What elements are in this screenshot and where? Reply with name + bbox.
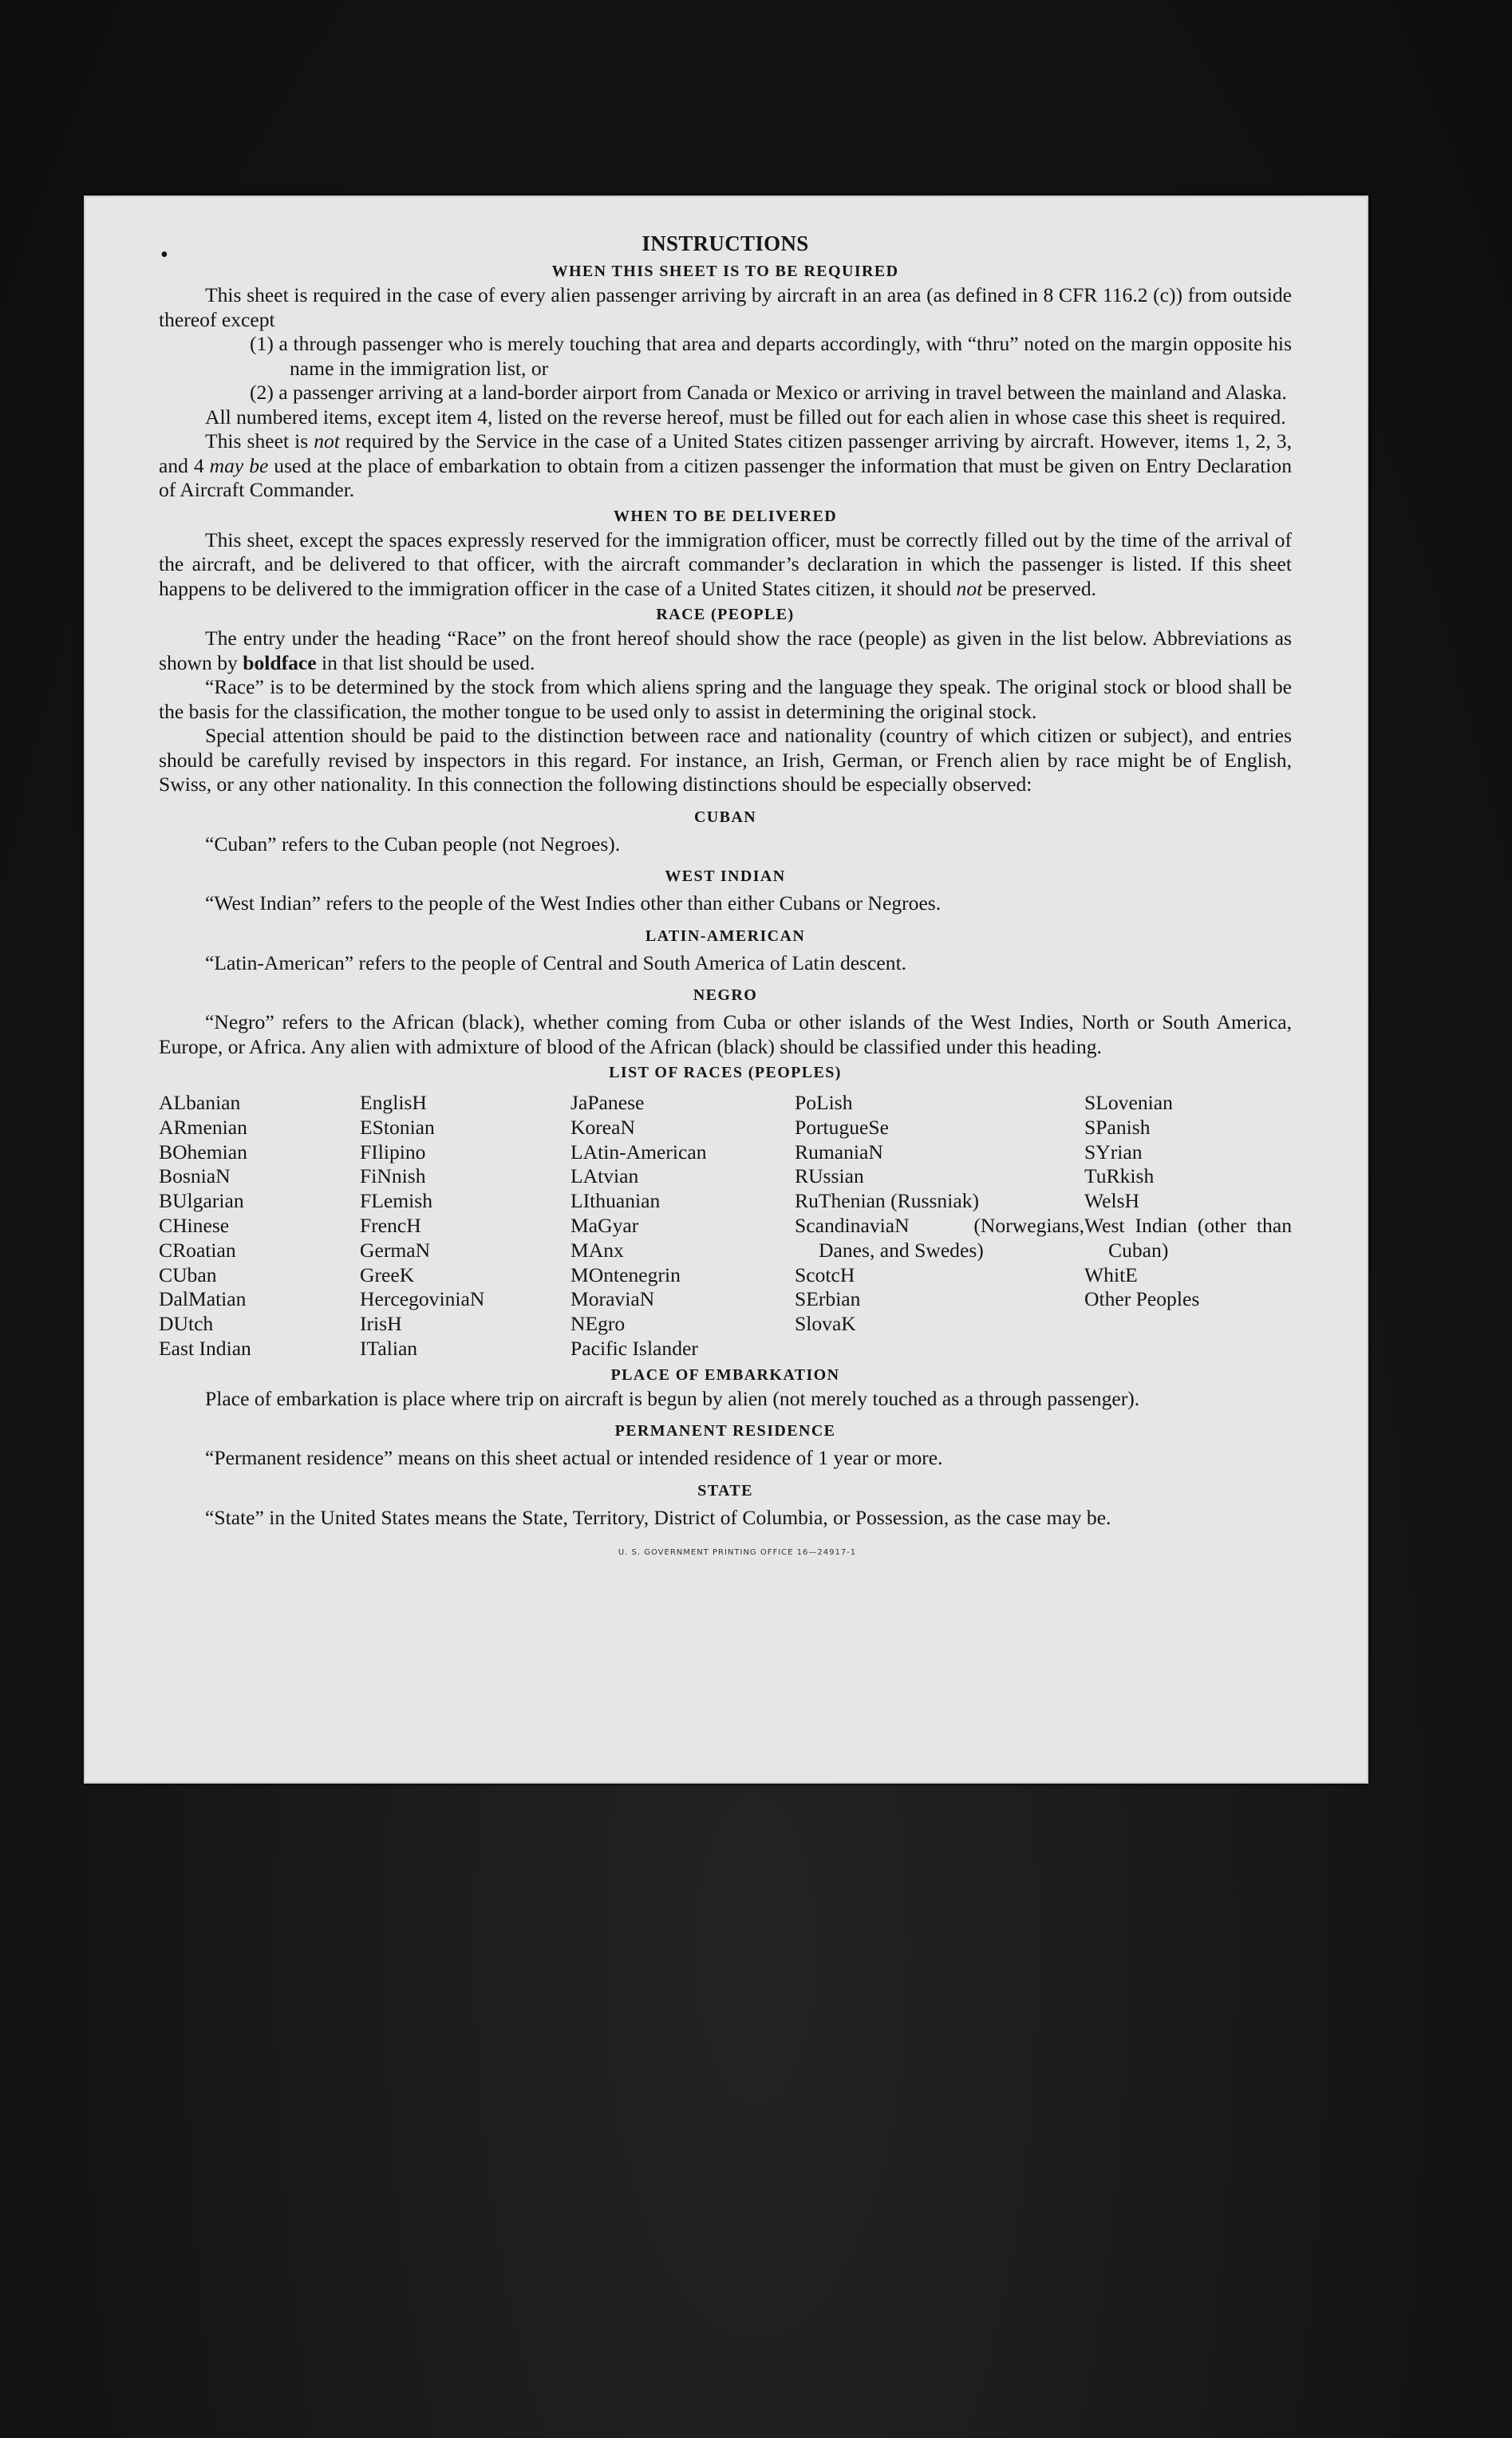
sheet-content [159, 229, 1292, 1566]
when-required-para-3: This sheet is not required by the Service in the case of a United States citizen passenger arriving by aircraft. However, items 1, 2, 3, and 4 may be used at the place of embarkation to obtain from a citizen passenger the information that must be given on Entry Declaration of Aircraft Commander. [159, 429, 1292, 501]
race-list-item: WhitE [1084, 1262, 1138, 1286]
race-list-item: LAtvian [570, 1164, 639, 1188]
races-column-2 [360, 1091, 570, 1361]
race-list-item: DalMatian [159, 1287, 247, 1311]
race-para-2: “Race” is to be determined by the stock from which aliens spring and the language they speak. The original stock or blood shall be the basis for the classification, the mother tongue to be used only to assist in determining the original stock. [159, 675, 1292, 723]
race-list-item: SPanish [1084, 1115, 1151, 1139]
races-list [159, 1091, 1292, 1361]
race-list-item: BUlgarian [159, 1189, 244, 1213]
heading-when-delivered: WHEN TO BE DELIVERED [613, 507, 838, 525]
when-delivered-para: This sheet, except the spaces expressly reserved for the immigration officer, must be correctly filled out by the time of the arrival of the aircraft, and be delivered to that officer, with the aircraft commander’s declaration in which the passenger is listed. If this sheet happens to be delivered to the immigration officer in the case of a United States citizen, it should not be preserved. [159, 528, 1292, 600]
west-indian-text: “West Indian” refers to the people of the West Indies other than either Cubans or Negroes. [205, 891, 942, 915]
race-para-1: The entry under the heading “Race” on the front hereof should show the race (people) as given in the list below. Abbreviations as shown by boldface in that list should be used. [159, 626, 1292, 674]
race-list-item: NEgro [570, 1312, 626, 1336]
races-column-3 [570, 1091, 795, 1361]
race-list-item: Other Peoples [1084, 1287, 1200, 1311]
race-list-item: FIlipino [360, 1140, 426, 1164]
when-required-intro: This sheet is required in the case of every alien passenger arriving by aircraft in an area (as defined in 8 CFR 116.2 (c)) from outside thereof except [159, 283, 1292, 331]
race-list-item: ScotcH [795, 1262, 855, 1286]
race-list-item: FiNnish [360, 1164, 426, 1188]
race-list-item: FLemish [360, 1189, 433, 1213]
race-list-item: MOntenegrin [570, 1262, 681, 1286]
race-para-3: Special attention should be paid to the distinction between race and nationality (country of which citizen or subject), and entries should be carefully revised by inspectors in this regard. For instance, an Irish, German, or French alien by race might be of English, Swiss, or any other nationality. In this connection the following distinctions should be especially observed: [159, 724, 1292, 796]
instruction-sheet [84, 196, 1368, 1784]
race-list-item: MaGyar [570, 1213, 639, 1237]
race-list-item: ITalian [360, 1336, 418, 1360]
latin-american-text: “Latin-American” refers to the people of Central and South America of Latin descent. [205, 950, 907, 974]
race-list-item: SYrian [1084, 1140, 1143, 1164]
race-list-item: RuThenian (Russniak) [795, 1189, 980, 1213]
race-list-item: Pacific Islander [570, 1336, 698, 1360]
race-list-item: PortugueSe [795, 1115, 890, 1139]
race-list-item: RUssian [795, 1164, 864, 1188]
race-list-item: KoreaN [570, 1115, 636, 1139]
race-list-item: PoLish [795, 1091, 853, 1114]
race-list-item: ALbanian [159, 1091, 241, 1114]
printing-office-footer: U. S. GOVERNMENT PRINTING OFFICE 16—24917-1 [618, 1548, 857, 1558]
negro-text: “Negro” refers to the African (black), whether coming from Cuba or other islands of the West Indies, North or South America, Europe, or Africa. Any alien with admixture of blood of the African (black) should be classified under this heading. [159, 1010, 1292, 1058]
heading-west-indian: WEST INDIAN [665, 867, 786, 885]
race-list-item: RumaniaN [795, 1140, 883, 1164]
heading-embarkation: PLACE OF EMBARKATION [610, 1365, 840, 1384]
race-list-item: SErbian [795, 1287, 861, 1311]
heading-when-required: WHEN THIS SHEET IS TO BE REQUIRED [551, 263, 899, 280]
race-list-item: ScandinaviaN (Norwegians, Danes, and Swedes) [795, 1213, 1084, 1262]
heading-race: RACE (PEOPLE) [656, 606, 795, 623]
race-list-item: IrisH [360, 1312, 402, 1336]
race-list-item: SLovenian [1084, 1091, 1173, 1114]
when-required-item-2: (2) a passenger arriving at a land-border airport from Canada or Mexico or arriving in travel between the mainland and Alaska. [250, 381, 1287, 404]
heading-permanent-residence: PERMANENT RESIDENCE [614, 1422, 836, 1440]
race-list-item: GermaN [360, 1238, 431, 1262]
race-list-item: JaPanese [570, 1091, 645, 1114]
races-column-1 [159, 1091, 360, 1361]
race-list-item: EStonian [360, 1115, 435, 1139]
race-list-item: SlovaK [795, 1312, 856, 1336]
race-list-item: CHinese [159, 1213, 230, 1237]
race-list-item: DUtch [159, 1312, 214, 1336]
race-list-item: East Indian [159, 1336, 251, 1360]
race-list-item: FrencH [360, 1213, 421, 1237]
heading-latin-american: LATIN-AMERICAN [645, 927, 806, 945]
scan-speck: • [160, 243, 168, 267]
race-list-item: BosniaN [159, 1164, 231, 1188]
race-list-item: West Indian (other than Cuban) [1084, 1213, 1292, 1262]
heading-list-of-races: LIST OF RACES (PEOPLES) [609, 1064, 842, 1081]
heading-negro: NEGRO [693, 986, 758, 1004]
race-list-item: MoraviaN [570, 1287, 655, 1311]
race-list-item: TuRkish [1084, 1164, 1155, 1188]
heading-state: STATE [697, 1481, 753, 1500]
race-list-item: ARmenian [159, 1115, 247, 1139]
race-list-item: LIthuanian [570, 1189, 661, 1213]
race-list-item: LAtin-American [570, 1140, 707, 1164]
when-required-para-2: All numbered items, except item 4, listed on the reverse hereof, must be filled out for each alien in whose case this sheet is required. [205, 405, 1286, 429]
races-column-5 [1084, 1091, 1292, 1361]
races-column-4 [795, 1091, 1084, 1361]
heading-cuban: CUBAN [693, 808, 757, 826]
embarkation-text: Place of embarkation is place where trip on aircraft is begun by alien (not merely touched as a through passenger). [205, 1386, 1140, 1410]
race-list-item: CUban [159, 1262, 217, 1286]
residence-text: “Permanent residence” means on this sheet actual or intended residence of 1 year or more. [205, 1446, 943, 1470]
state-text: “State” in the United States means the State, Territory, District of Columbia, or Possession, as the case may be. [205, 1505, 1111, 1529]
race-list-item: EnglisH [360, 1091, 427, 1114]
race-list-item: MAnx [570, 1238, 624, 1262]
race-list-item: CRoatian [159, 1238, 236, 1262]
page-title: INSTRUCTIONS [642, 231, 809, 255]
when-required-item-1: (1) a through passenger who is merely touching that area and departs accordingly, with “thru” noted on the margin opposite his name in the immigration list, or [250, 332, 1292, 380]
race-list-item: WelsH [1084, 1189, 1140, 1213]
race-list-item: HercegoviniaN [360, 1287, 485, 1311]
race-list-item: GreeK [360, 1262, 415, 1286]
cuban-text: “Cuban” refers to the Cuban people (not Negroes). [205, 832, 621, 855]
race-list-item: BOhemian [159, 1140, 247, 1164]
